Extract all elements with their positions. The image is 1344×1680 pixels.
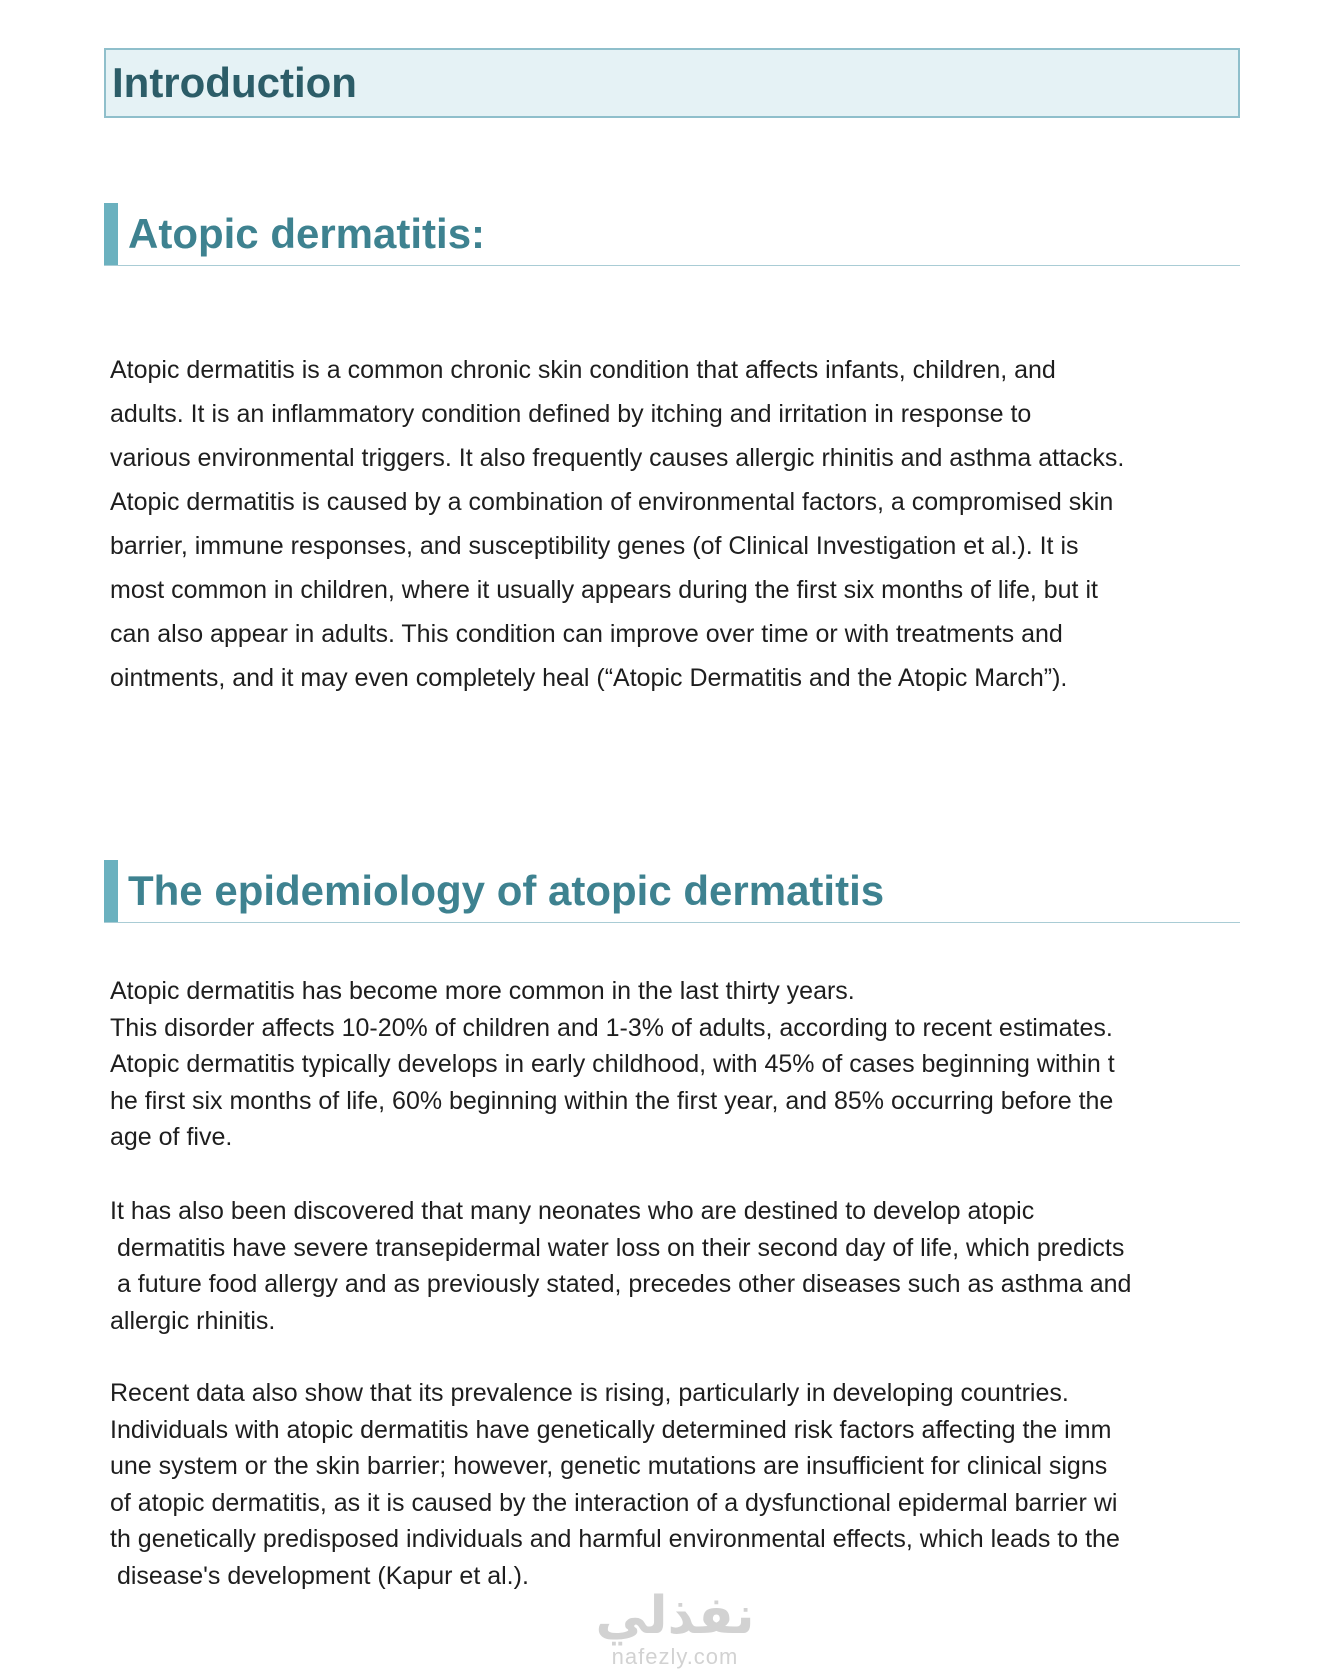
text-line: disease's development (Kapur et al.). [110,1561,529,1590]
paragraph-prevalence [110,973,1230,1156]
text-line: age of five. [110,1123,233,1152]
text-line: Recent data also show that its prevalence is rising, particularly in developing countries. [110,1379,1069,1407]
text-line: he first six months of life, 60% beginning within the first year, and 85% occurring before the [110,1086,1114,1115]
text-line: This disorder affects 10-20% of children and 1-3% of adults, according to recent estimates. [110,1013,1113,1042]
section-heading-epidemiology [104,860,1240,923]
heading-accent-bar [104,860,118,922]
text-line: Atopic dermatitis is caused by a combination of environmental factors, a compromised skin [110,488,1114,516]
text-line: It has also been discovered that many neonates who are destined to develop atopic [110,1197,1035,1225]
paragraph-neonates [110,1193,1230,1339]
text-line: Atopic dermatitis has become more common in the last thirty years. [110,977,855,1005]
text-line: th genetically predisposed individuals and harmful environmental effects, which leads to the [110,1525,1120,1554]
paragraph-genetics [110,1375,1230,1595]
section-title: The epidemiology of atopic dermatitis [128,867,885,914]
text-line: Atopic dermatitis typically develops in early childhood, with 45% of cases beginning within t [110,1050,1115,1079]
text-line: ointments, and it may even completely heal (“Atopic Dermatitis and the Atopic March”). [110,664,1068,692]
section-heading-atopic-dermatitis [104,203,1240,266]
text-line: most common in children, where it usually appears during the first six months of life, but it [110,576,1098,604]
text-line: various environmental triggers. It also frequently causes allergic rhinitis and asthma attacks. [110,444,1125,472]
watermark-arabic-text: نفذلي [595,1587,755,1645]
text-line: Atopic dermatitis is a common chronic skin condition that affects infants, children, and [110,356,1056,384]
text-line: a future food allergy and as previously stated, precedes other diseases such as asthma and [110,1270,1132,1299]
text-line: can also appear in adults. This condition can improve over time or with treatments and [110,620,1063,648]
introduction-banner [104,48,1240,118]
heading-accent-bar [104,203,118,265]
section-title: Atopic dermatitis: [128,210,486,257]
watermark-logo [585,1588,765,1670]
paragraph-definition [110,348,1230,700]
text-line: Individuals with atopic dermatitis have genetically determined risk factors affecting the imm [110,1415,1112,1444]
text-line: adults. It is an inflammatory condition defined by itching and irritation in response to [110,400,1032,428]
page-title: Introduction [112,59,357,106]
text-line: allergic rhinitis. [110,1306,276,1335]
text-line: of atopic dermatitis, as it is caused by the interaction of a dysfunctional epidermal barrier wi [110,1488,1118,1517]
text-line: dermatitis have severe transepidermal water loss on their second day of life, which predicts [110,1233,1125,1262]
text-line: barrier, immune responses, and susceptibility genes (of Clinical Investigation et al.). It is [110,532,1079,560]
text-line: une system or the skin barrier; however, genetic mutations are insufficient for clinical signs [110,1452,1108,1481]
watermark-domain-text: nafezly.com [611,1644,739,1669]
